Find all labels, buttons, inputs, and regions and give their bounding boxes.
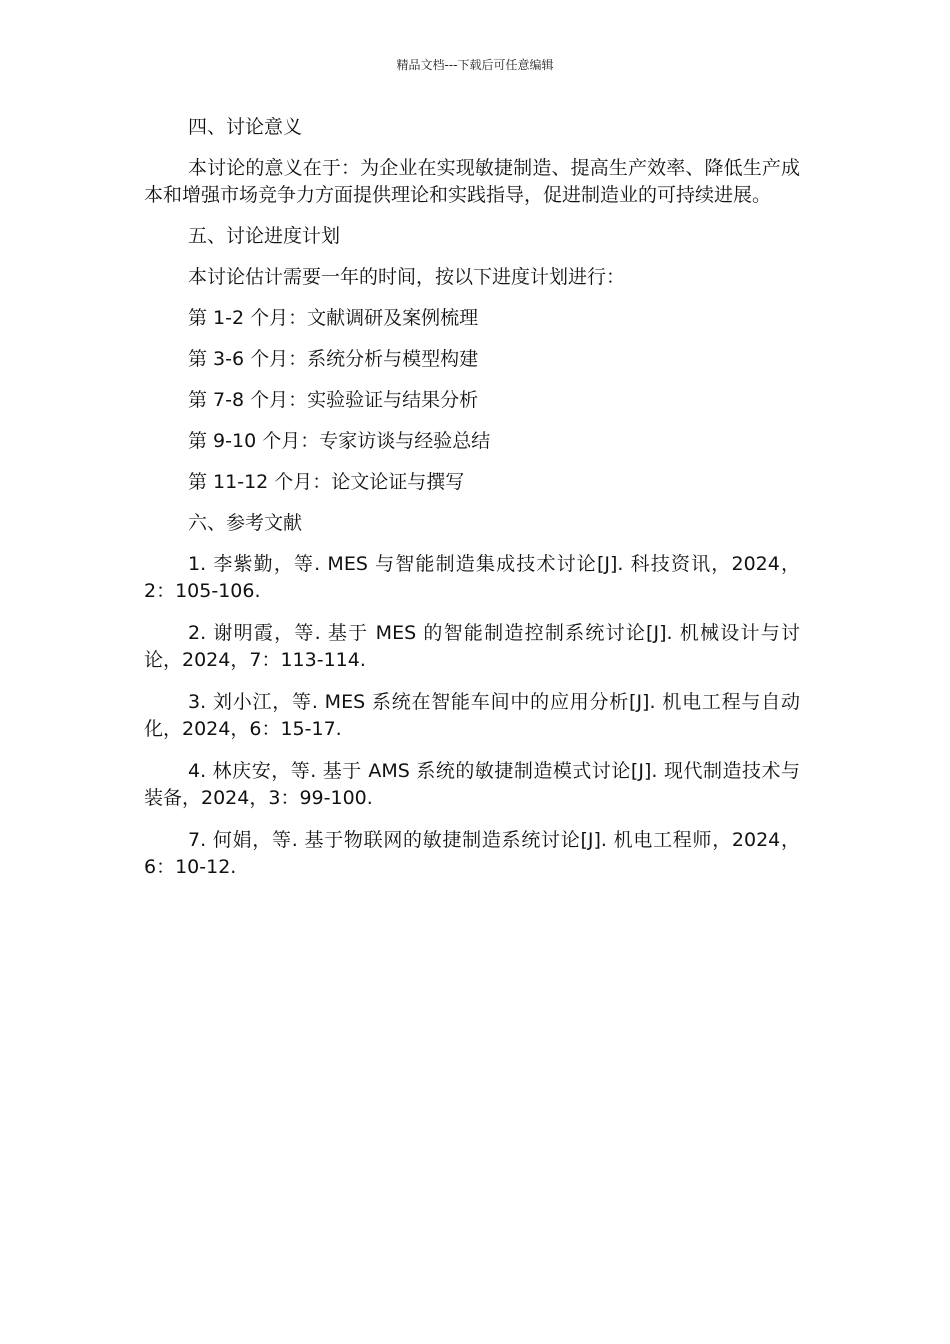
- schedule-item: 第 11-12 个月：论文论证与撰写: [188, 471, 465, 493]
- schedule-item: 第 7-8 个月：实验验证与结果分析: [188, 389, 479, 411]
- significance-paragraph: 本讨论的意义在于：为企业在实现敏捷制造、提高生产效率、降低生产成本和增强市场竞争力方面提供理论和实践指导，促进制造业的可持续进展。: [144, 157, 800, 206]
- schedule-item: 第 9-10 个月：专家访谈与经验总结: [188, 430, 491, 452]
- section-heading-references: 六、参考文献: [188, 512, 303, 534]
- schedule-intro: 本讨论估计需要一年的时间，按以下进度计划进行：: [188, 266, 626, 288]
- schedule-item: 第 1-2 个月：文献调研及案例梳理: [188, 307, 479, 329]
- reference-item: 4. 林庆安，等. 基于 AMS 系统的敏捷制造模式讨论[J]. 现代制造技术与装备，2024，3：99-100.: [144, 760, 800, 809]
- schedule-item: 第 3-6 个月：系统分析与模型构建: [188, 348, 479, 370]
- reference-item: 7. 何娟，等. 基于物联网的敏捷制造系统讨论[J]. 机电工程师，2024，6：10-12.: [144, 829, 800, 878]
- section-heading-significance: 四、讨论意义: [188, 116, 303, 138]
- page-header: 精品文档---下载后可任意编辑: [396, 58, 554, 72]
- reference-item: 1. 李紫勤，等. MES 与智能制造集成技术讨论[J]. 科技资讯，2024，2：105-106.: [144, 553, 800, 602]
- section-heading-schedule: 五、讨论进度计划: [188, 225, 341, 247]
- document-body: [144, 114, 800, 881]
- reference-item: 3. 刘小江，等. MES 系统在智能车间中的应用分析[J]. 机电工程与自动化，2024，6：15-17.: [144, 691, 800, 740]
- reference-item: 2. 谢明霞，等. 基于 MES 的智能制造控制系统讨论[J]. 机械设计与讨论，2024，7：113-114.: [144, 622, 800, 671]
